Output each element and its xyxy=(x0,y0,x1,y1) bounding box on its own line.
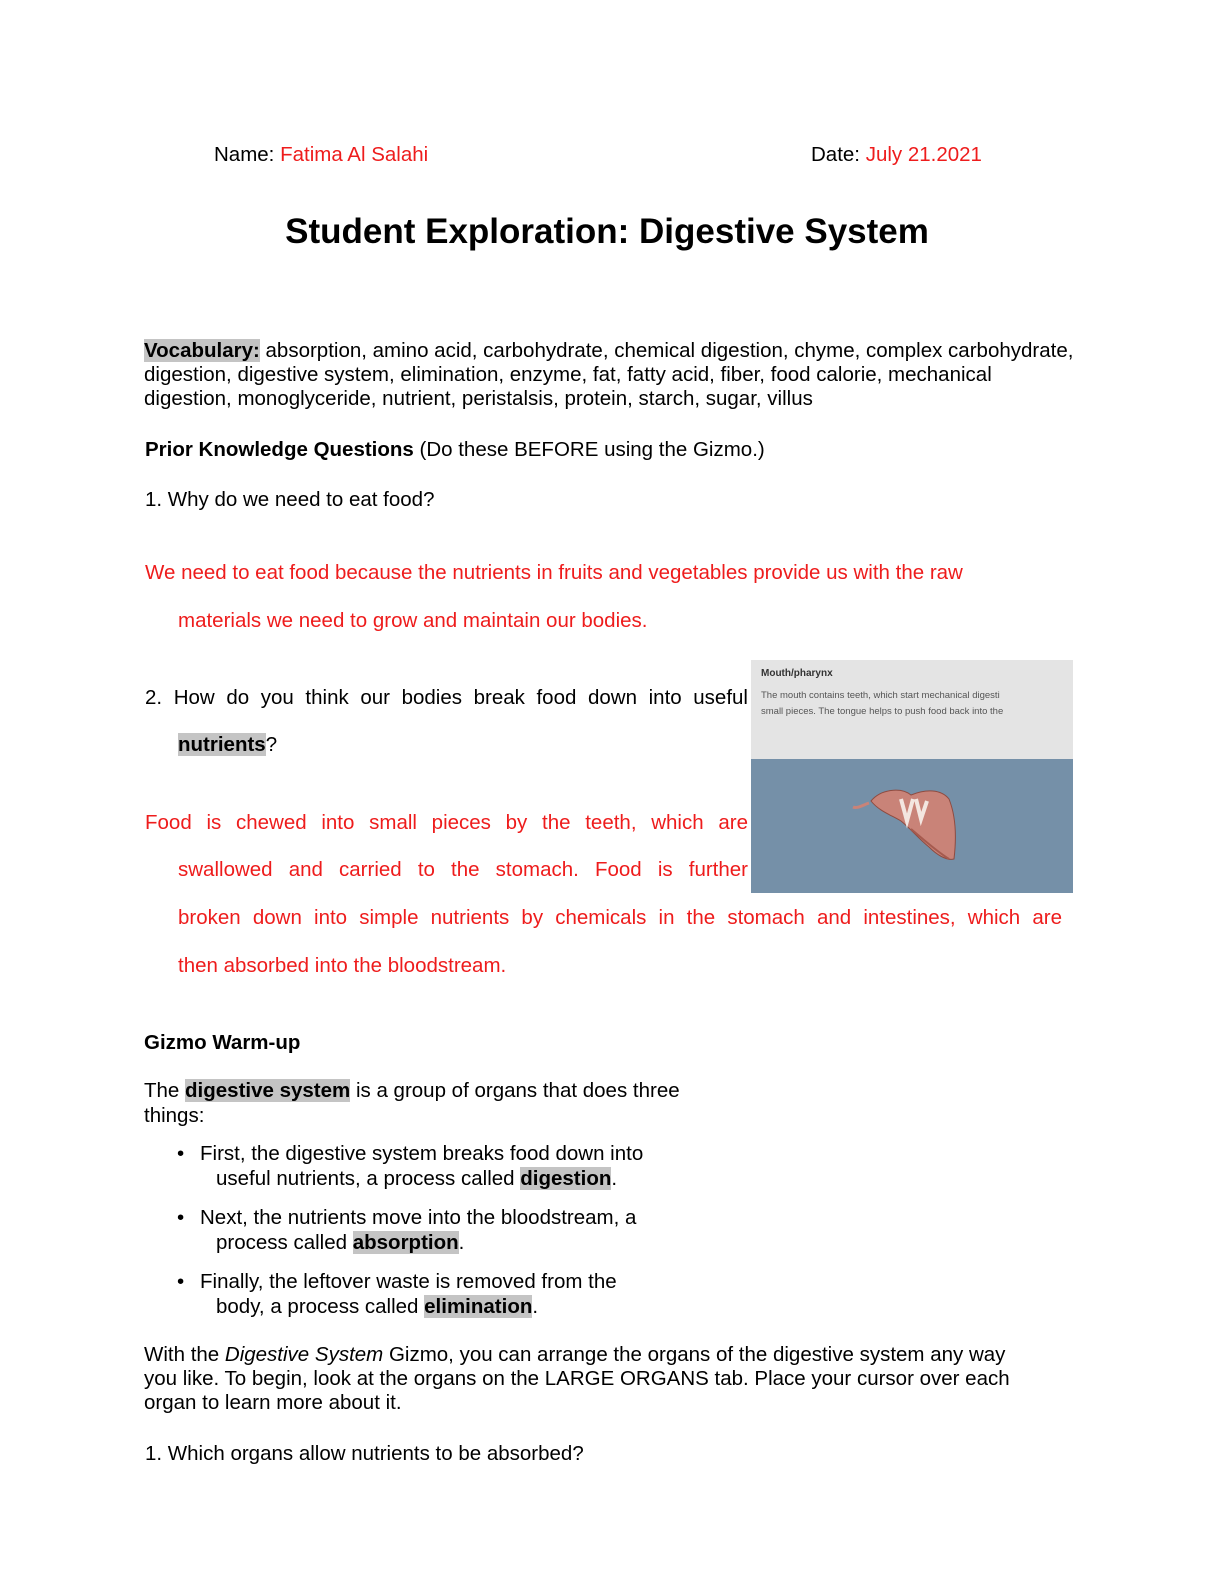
bullet-2-pre: process called xyxy=(216,1231,353,1254)
bullet-icon: • xyxy=(177,1142,185,1165)
digestion-term: digestion xyxy=(520,1167,612,1190)
intro-pre: The xyxy=(144,1079,186,1102)
period: . xyxy=(458,1231,465,1254)
period: . xyxy=(532,1295,539,1318)
warmup-intro-line-2: things: xyxy=(144,1104,205,1127)
name-value: Fatima Al Salahi xyxy=(280,143,429,166)
answer-2-line-1: Food is chewed into small pieces by the teeth, which are xyxy=(145,811,748,834)
warmup-heading: Gizmo Warm-up xyxy=(144,1031,301,1054)
intro-post: is a group of organs that does three xyxy=(350,1079,680,1102)
image-description-line-1: The mouth contains teeth, which start mechanical digesti xyxy=(761,690,1000,701)
bullet-icon: • xyxy=(177,1206,185,1229)
question-2-line-1: 2. How do you think our bodies break food down into useful xyxy=(145,686,748,709)
gizmo-instructions xyxy=(144,1343,1010,1415)
vocabulary-terms: absorption, amino acid, carbohydrate, chemical digestion, chyme, complex carbohydrate, digestion, digestive system, elimination, enzyme, fat, fatty acid, fiber, food calorie, mechanical digestion, monoglyceride, nutrient, peristalsis, protein, starch, sugar, villus xyxy=(144,339,1074,410)
question-2-line-2 xyxy=(178,733,277,757)
bullet-3-line-1: Finally, the leftover waste is removed from the xyxy=(200,1270,617,1293)
digestive-system-term: digestive system xyxy=(185,1079,351,1102)
date-field xyxy=(811,143,982,167)
organ-viewport xyxy=(751,759,1073,893)
gizmo-name: Digestive System xyxy=(224,1343,384,1366)
instructions-line-3: organ to learn more about it. xyxy=(144,1391,402,1414)
image-header: Mouth/pharynx xyxy=(761,668,833,679)
question-1: 1. Why do we need to eat food? xyxy=(145,488,435,511)
mouth-organ-icon xyxy=(751,759,1073,893)
question-2-end: ? xyxy=(265,733,278,756)
period: . xyxy=(611,1167,618,1190)
para-pre: With the xyxy=(144,1343,225,1366)
mouth-pharynx-image xyxy=(751,660,1073,893)
warmup-question-1: 1. Which organs allow nutrients to be absorbed? xyxy=(145,1442,584,1465)
answer-1-line-2: materials we need to grow and maintain our bodies. xyxy=(178,609,648,632)
prior-knowledge-heading: Prior Knowledge Questions xyxy=(145,438,414,461)
bullet-3-line-2 xyxy=(180,1294,617,1319)
list-item xyxy=(177,1205,637,1255)
bullet-1-line-2 xyxy=(180,1166,643,1191)
bullet-1-line-1: First, the digestive system breaks food down into xyxy=(200,1142,644,1165)
image-description xyxy=(761,688,1003,720)
nutrients-term: nutrients xyxy=(178,733,266,756)
bullet-2-line-1: Next, the nutrients move into the bloodstream, a xyxy=(200,1206,637,1229)
list-item xyxy=(177,1141,644,1191)
vocabulary-label: Vocabulary: xyxy=(144,339,260,362)
answer-2-line-3: broken down into simple nutrients by chemicals in the stomach and intestines, which are xyxy=(178,906,1062,929)
instructions-line-2: you like. To begin, look at the organs on the LARGE ORGANS tab. Place your cursor over each xyxy=(144,1367,1010,1390)
bullet-3-pre: body, a process called xyxy=(216,1295,425,1318)
answer-2-line-2: swallowed and carried to the stomach. Food is further xyxy=(178,858,748,881)
date-value: July 21.2021 xyxy=(865,143,982,166)
bullet-2-line-2 xyxy=(180,1230,636,1255)
list-item xyxy=(177,1269,617,1319)
elimination-term: elimination xyxy=(424,1295,533,1318)
para-post: Gizmo, you can arrange the organs of the digestive system any way xyxy=(383,1343,1006,1366)
warmup-intro xyxy=(144,1078,680,1128)
page-title: Student Exploration: Digestive System xyxy=(285,212,929,251)
instructions-line-1 xyxy=(144,1343,1010,1367)
prior-knowledge-heading-line xyxy=(145,438,765,462)
answer-1-line-1: We need to eat food because the nutrients in fruits and vegetables provide us with the raw xyxy=(145,561,963,584)
image-description-line-2: small pieces. The tongue helps to push food back into the xyxy=(761,706,1004,717)
absorption-term: absorption xyxy=(352,1231,459,1254)
bullet-icon: • xyxy=(177,1270,185,1293)
vocabulary-paragraph xyxy=(144,339,1079,411)
bullet-1-pre: useful nutrients, a process called xyxy=(216,1167,521,1190)
answer-2-line-4: then absorbed into the bloodstream. xyxy=(178,954,507,977)
date-label: Date: xyxy=(811,143,860,166)
warmup-intro-line-1 xyxy=(144,1078,680,1103)
name-field xyxy=(214,143,428,167)
name-label: Name: xyxy=(214,143,275,166)
prior-knowledge-note: (Do these BEFORE using the Gizmo.) xyxy=(413,438,765,461)
